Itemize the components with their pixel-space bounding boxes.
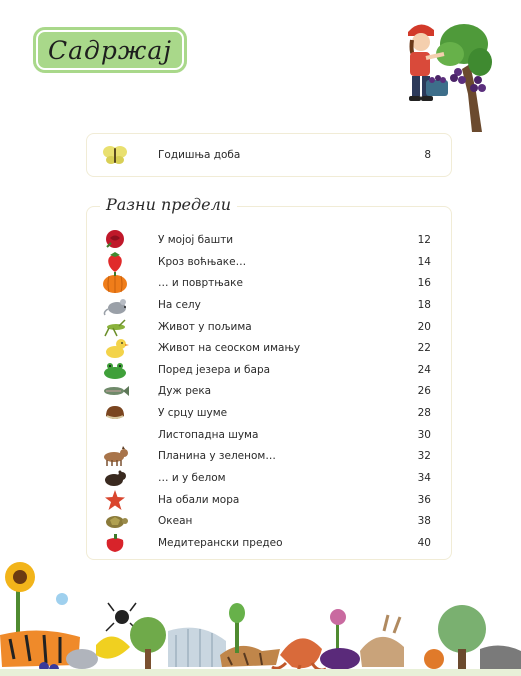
starfish-icon — [101, 489, 129, 511]
lynx-icon — [101, 445, 129, 467]
toc-entry-page: 28 — [417, 407, 431, 419]
toc-entry-label: У мојој башти — [158, 234, 234, 246]
toc-entry-label: Живот у пољима — [158, 321, 252, 333]
toc-entry-page: 8 — [424, 149, 431, 161]
toc-entry-page: 20 — [417, 321, 431, 333]
toc-entry-page: 14 — [417, 256, 431, 268]
toc-entry[interactable] — [87, 491, 451, 512]
toc-entry[interactable] — [87, 534, 451, 555]
toc-entry-label: Поред језера и бара — [158, 364, 271, 376]
toc-entry-label: Дуж река — [158, 385, 212, 397]
duckling-icon — [101, 337, 129, 359]
toc-entry[interactable] — [87, 382, 451, 403]
section-heading: Разни предели — [100, 195, 237, 214]
toc-entry[interactable] — [87, 447, 451, 468]
toc-entry[interactable] — [87, 274, 451, 295]
toc-entry[interactable] — [87, 296, 451, 317]
girl-harvesting-grapes-illustration — [388, 14, 492, 132]
toc-entry-label: На селу — [158, 299, 201, 311]
toc-entry-page: 32 — [417, 450, 431, 462]
toc-entry[interactable] — [87, 231, 451, 252]
toc-entry[interactable] — [87, 361, 451, 382]
chestnut-icon — [101, 402, 129, 424]
frog-icon — [101, 359, 129, 381]
landscapes-section-box — [86, 206, 452, 560]
toc-entry-page: 26 — [417, 385, 431, 397]
toc-entry[interactable] — [87, 253, 451, 274]
toc-entry[interactable] — [87, 512, 451, 533]
toc-entry-label: Живот на сеоском имању — [158, 342, 301, 354]
toc-entry-page: 16 — [417, 277, 431, 289]
toc-entry-label: Годишња доба — [158, 149, 241, 161]
toc-entry-label: Медитерански предео — [158, 537, 283, 549]
toc-entry-page: 36 — [417, 494, 431, 506]
toc-entry-label: На обали мора — [158, 494, 240, 506]
toc-entry-label: Кроз воћњаке… — [158, 256, 247, 268]
toc-entry-label: … и повртњаке — [158, 277, 243, 289]
pumpkin-icon — [101, 272, 129, 294]
toc-entry-page: 18 — [417, 299, 431, 311]
toc-entry-label: Листопадна шума — [158, 429, 259, 441]
toc-entry-label: Океан — [158, 515, 193, 527]
toc-entry-label: У срцу шуме — [158, 407, 228, 419]
first-chapter-box — [86, 133, 452, 177]
fish-icon — [101, 380, 129, 402]
toc-entry-label: … и у белом — [158, 472, 226, 484]
toc-entry[interactable] — [87, 339, 451, 360]
strawberry-icon — [101, 251, 129, 273]
toc-entry[interactable] — [87, 404, 451, 425]
toc-entry-page: 30 — [417, 429, 431, 441]
toc-entry-page: 34 — [417, 472, 431, 484]
animals-and-plants-border-illustration — [0, 555, 521, 676]
rose-icon — [101, 229, 129, 251]
toc-entry-page: 24 — [417, 364, 431, 376]
page-title-badge — [33, 27, 187, 73]
toc-entry-page: 38 — [417, 515, 431, 527]
bear-icon — [101, 467, 129, 489]
mouse-icon — [101, 294, 129, 316]
toc-entry-page: 40 — [417, 537, 431, 549]
toc-entry[interactable] — [87, 318, 451, 339]
butterfly-icon — [101, 144, 129, 166]
toc-entry[interactable] — [87, 426, 451, 447]
toc-entry-page: 12 — [417, 234, 431, 246]
turtle-icon — [101, 510, 129, 532]
toc-entry-page: 22 — [417, 342, 431, 354]
pepper-icon — [101, 532, 129, 554]
page-title: Садржај — [48, 35, 172, 65]
toc-entry[interactable] — [87, 469, 451, 490]
toc-entry[interactable] — [87, 146, 451, 167]
toc-entry-label: Планина у зеленом… — [158, 450, 276, 462]
grasshopper-icon — [101, 316, 129, 338]
